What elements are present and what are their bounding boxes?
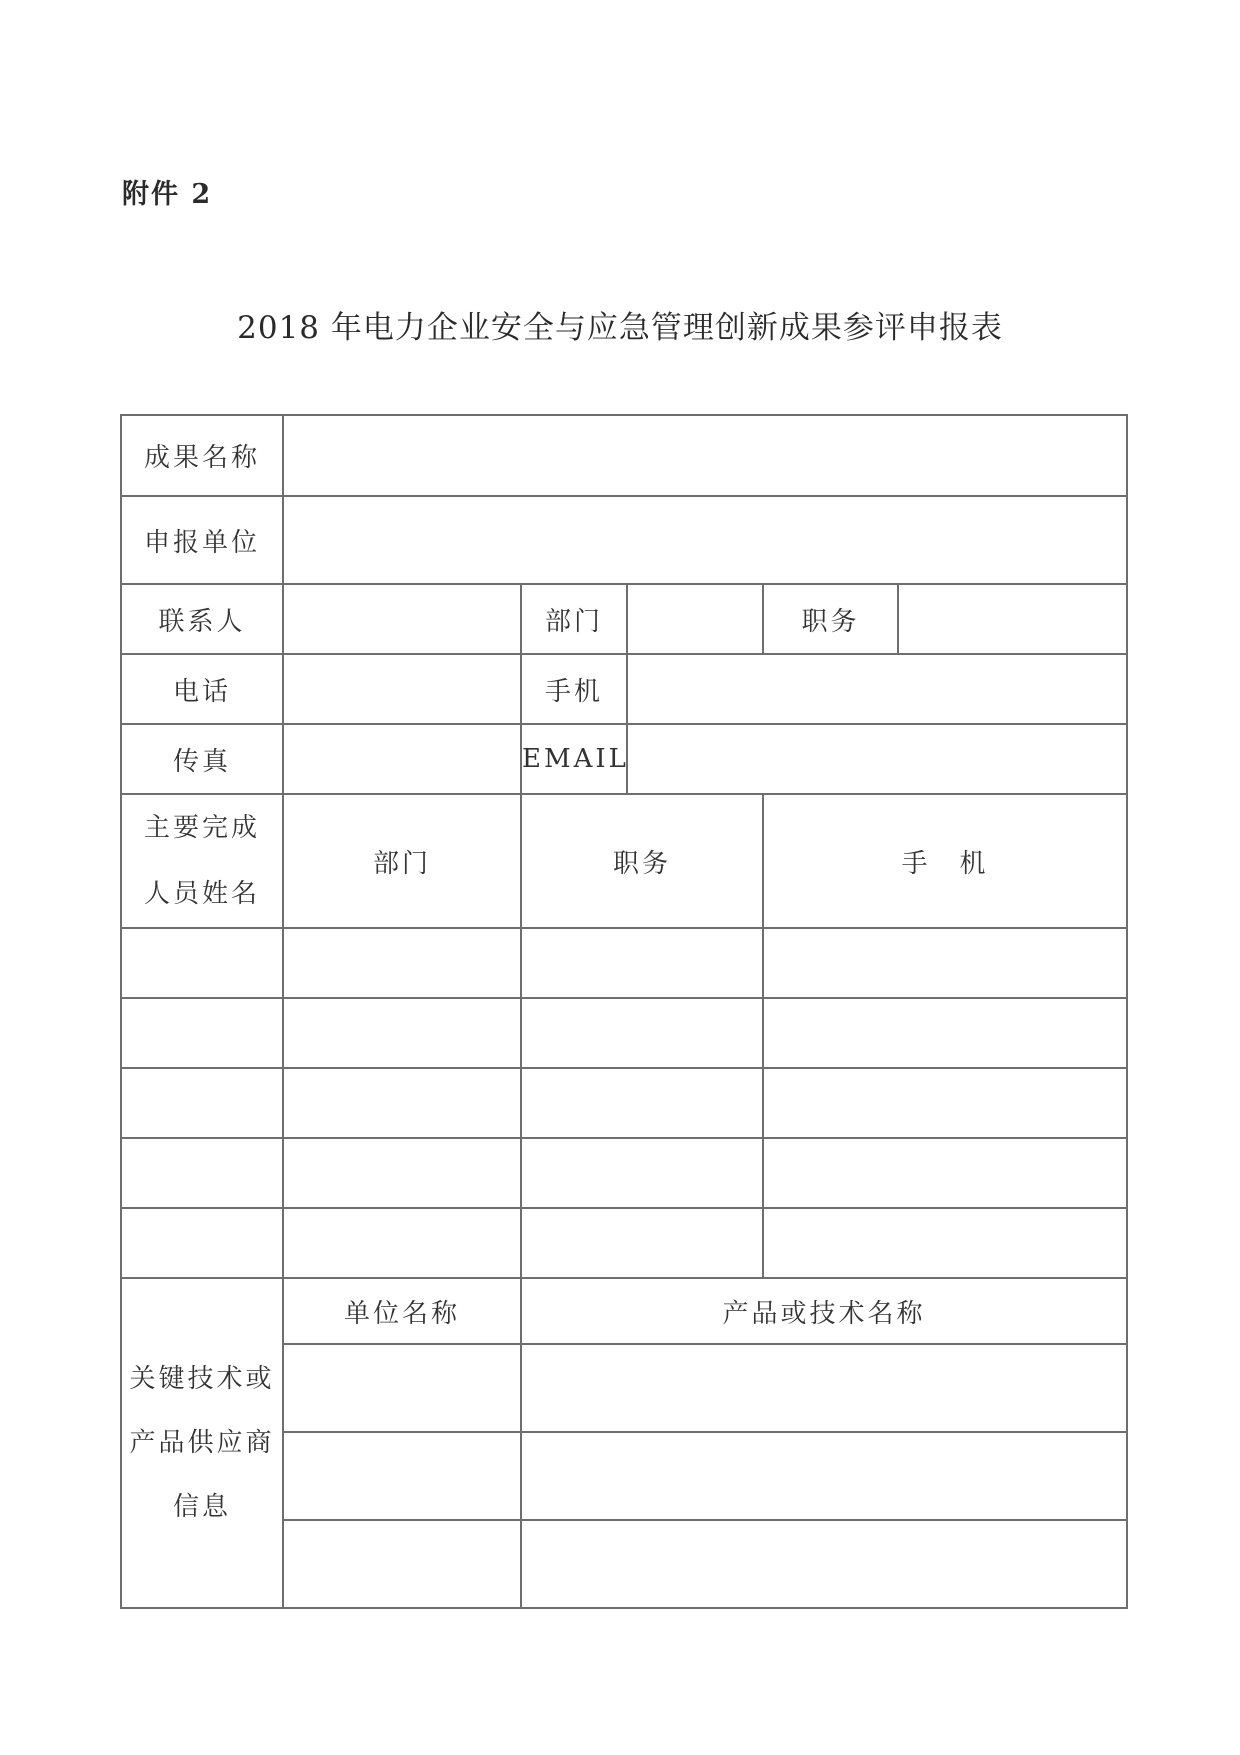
member-name-field[interactable] <box>121 1208 283 1278</box>
member-row <box>121 1138 1127 1208</box>
member-position-field[interactable] <box>521 928 763 998</box>
mobile-field[interactable] <box>627 654 1127 724</box>
row-fax <box>121 724 1127 794</box>
email-label: EMAIL <box>521 724 627 794</box>
contact-field[interactable] <box>283 584 521 654</box>
member-department-field[interactable] <box>283 1068 521 1138</box>
member-department-field[interactable] <box>283 1138 521 1208</box>
member-department-field[interactable] <box>283 928 521 998</box>
contact-department-field[interactable] <box>627 584 763 654</box>
row-contact <box>121 584 1127 654</box>
supplier-label-line2: 产品供应商 <box>129 1428 275 1458</box>
member-department-field[interactable] <box>283 1208 521 1278</box>
members-position-header: 职务 <box>521 794 763 928</box>
members-department-header: 部门 <box>283 794 521 928</box>
fax-label: 传真 <box>121 724 283 794</box>
supplier-product-field[interactable] <box>521 1432 1127 1520</box>
form-title: 2018 年电力企业安全与应急管理创新成果参评申报表 <box>237 310 1003 346</box>
achievement-name-field[interactable] <box>283 415 1127 496</box>
supplier-unit-field[interactable] <box>283 1520 521 1608</box>
supplier-product-field[interactable] <box>521 1520 1127 1608</box>
supplier-unit-field[interactable] <box>283 1432 521 1520</box>
member-name-field[interactable] <box>121 1138 283 1208</box>
member-position-field[interactable] <box>521 1068 763 1138</box>
member-position-field[interactable] <box>521 1208 763 1278</box>
achievement-name-label: 成果名称 <box>121 415 283 496</box>
member-mobile-field[interactable] <box>763 1138 1127 1208</box>
fax-field[interactable] <box>283 724 521 794</box>
contact-position-field[interactable] <box>898 584 1127 654</box>
applicant-unit-label: 申报单位 <box>121 496 283 584</box>
member-mobile-field[interactable] <box>763 928 1127 998</box>
supplier-info-label <box>121 1278 283 1608</box>
member-mobile-field[interactable] <box>763 1068 1127 1138</box>
phone-label: 电话 <box>121 654 283 724</box>
member-row <box>121 1208 1127 1278</box>
member-name-field[interactable] <box>121 928 283 998</box>
contact-position-label: 职务 <box>763 584 898 654</box>
mobile-label: 手机 <box>521 654 627 724</box>
member-row <box>121 998 1127 1068</box>
member-mobile-field[interactable] <box>763 1208 1127 1278</box>
supplier-unit-field[interactable] <box>283 1344 521 1432</box>
supplier-unit-header: 单位名称 <box>283 1278 521 1344</box>
row-members-header <box>121 794 1127 928</box>
member-name-field[interactable] <box>121 998 283 1068</box>
member-name-field[interactable] <box>121 1068 283 1138</box>
members-mobile-header: 手 机 <box>763 794 1127 928</box>
main-members-label-line1: 主要完成 <box>143 813 260 843</box>
application-form-table <box>120 414 1128 1609</box>
main-members-label <box>121 794 283 928</box>
member-position-field[interactable] <box>521 998 763 1068</box>
phone-field[interactable] <box>283 654 521 724</box>
attachment-label: 附件 2 <box>122 179 213 210</box>
email-field[interactable] <box>627 724 1127 794</box>
member-department-field[interactable] <box>283 998 521 1068</box>
row-achievement-name <box>121 415 1127 496</box>
row-supplier-header <box>121 1278 1127 1344</box>
supplier-product-field[interactable] <box>521 1344 1127 1432</box>
member-row <box>121 1068 1127 1138</box>
supplier-product-header: 产品或技术名称 <box>521 1278 1127 1344</box>
supplier-label-line1: 关键技术或 <box>129 1364 275 1394</box>
contact-department-label: 部门 <box>521 584 627 654</box>
row-applicant-unit <box>121 496 1127 584</box>
row-phone <box>121 654 1127 724</box>
supplier-label-line3: 信息 <box>172 1492 231 1522</box>
contact-label: 联系人 <box>121 584 283 654</box>
member-row <box>121 928 1127 998</box>
member-position-field[interactable] <box>521 1138 763 1208</box>
member-mobile-field[interactable] <box>763 998 1127 1068</box>
main-members-label-line2: 人员姓名 <box>143 879 260 909</box>
applicant-unit-field[interactable] <box>283 496 1127 584</box>
